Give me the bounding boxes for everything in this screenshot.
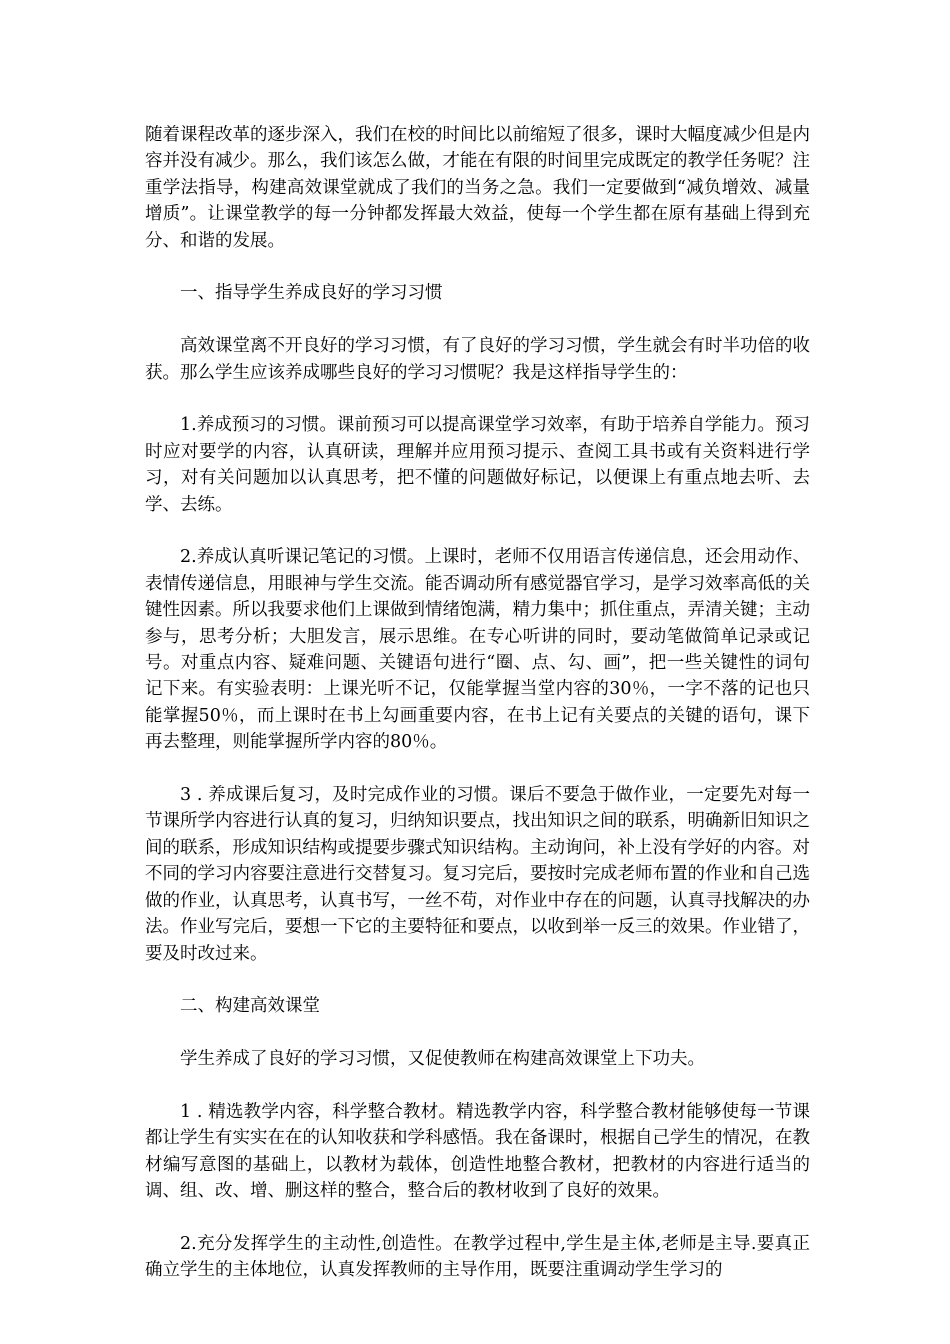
paragraph-select-content: 1 . 精选教学内容，科学整合教材。精选教学内容，科学整合教材能够使每一节课都让学生有实实在在的认知收获和学科感悟。我在备课时，根据自己学生的情况，在教材编写意图的基础上，以教材为载体，创造性地整合教材，把教材的内容进行适当的调、组、改、增、删这样的整合，整合后的教材收到了良好的效果。 [145,1101,810,1202]
paragraph-review-habit: 3 . 养成课后复习，及时完成作业的习惯。课后不要急于做作业，一定要先对每一节课所学内容进行认真的复习，归纳知识要点，找出知识之间的联系，明确新旧知识之间的联系，形成知识结构或提要步骤式知识结构。主动询问，补上没有学好的内容。对不同的学习内容要注意进行交替复习。复习完后，要按时完成老师布置的作业和自己选做的作业，认真思考，认真书写，一丝不苟，对作业中存在的问题，认真寻找解决的办法。作业写完后，要想一下它的主要特征和要点，以收到举一反三的效果。作业错了，要及时改过来。 [145,785,810,964]
paragraph-student-initiative: 2.充分发挥学生的主动性,创造性。在教学过程中,学生是主体,老师是主导.要真正确立学生的主体地位，认真发挥教师的主导作用，既要注重调动学生学习的 [145,1233,810,1281]
paragraph-efficient-class-intro: 学生养成了良好的学习习惯，又促使教师在构建高效课堂上下功夫。 [180,1049,705,1070]
section-heading-2: 二、构建高效课堂 [180,996,320,1017]
paragraph-habits-intro: 高效课堂离不开良好的学习习惯，有了良好的学习习惯，学生就会有时半功倍的收获。那么学生应该养成哪些良好的学习习惯呢？我是这样指导学生的： [145,336,810,383]
intro-paragraph: 随着课程改革的逐步深入，我们在校的时间比以前缩短了很多，课时大幅度减少但是内容并没有减少。那么，我们该怎么做，才能在有限的时间里完成既定的教学任务呢？注重学法指导，构建高效课堂就成了我们的当务之急。我们一定要做到“减负增效、减量增质”。让课堂教学的每一分钟都发挥最大效益，使每一个学生都在原有基础上得到充分、和谐的发展。 [145,125,810,251]
document-body [145,122,810,1310]
paragraph-preview-habit: 1.养成预习的习惯。课前预习可以提高课堂学习效率，有助于培养自学能力。预习时应对要学的内容，认真研读，理解并应用预习提示、查阅工具书或有关资料进行学习，对有关问题加以认真思考，把不懂的问题做好标记，以便课上有重点地去听、去学、去练。 [145,415,810,515]
paragraph-note-taking-habit: 2.养成认真听课记笔记的习惯。上课时，老师不仅用语言传递信息，还会用动作、表情传递信息，用眼神与学生交流。能否调动所有感觉器官学习，是学习效率高低的关键性因素。所以我要求他们上课做到情绪饱满，精力集中；抓住重点，弄清关键；主动参与，思考分析；大胆发言，展示思维。在专心听讲的同时，要动笔做简单记录或记号。对重点内容、疑难问题、关键语句进行“圈、点、勾、画”，把一些关键性的词句记下来。有实验表明：上课光听不记，仅能掌握当堂内容的30％，一字不落的记也只能掌握50％，而上课时在书上勾画重要内容，在书上记有关要点的关键的语句，课下再去整理，则能掌握所学内容的80％。 [145,547,810,753]
section-heading-1: 一、指导学生养成良好的学习习惯 [180,283,443,304]
